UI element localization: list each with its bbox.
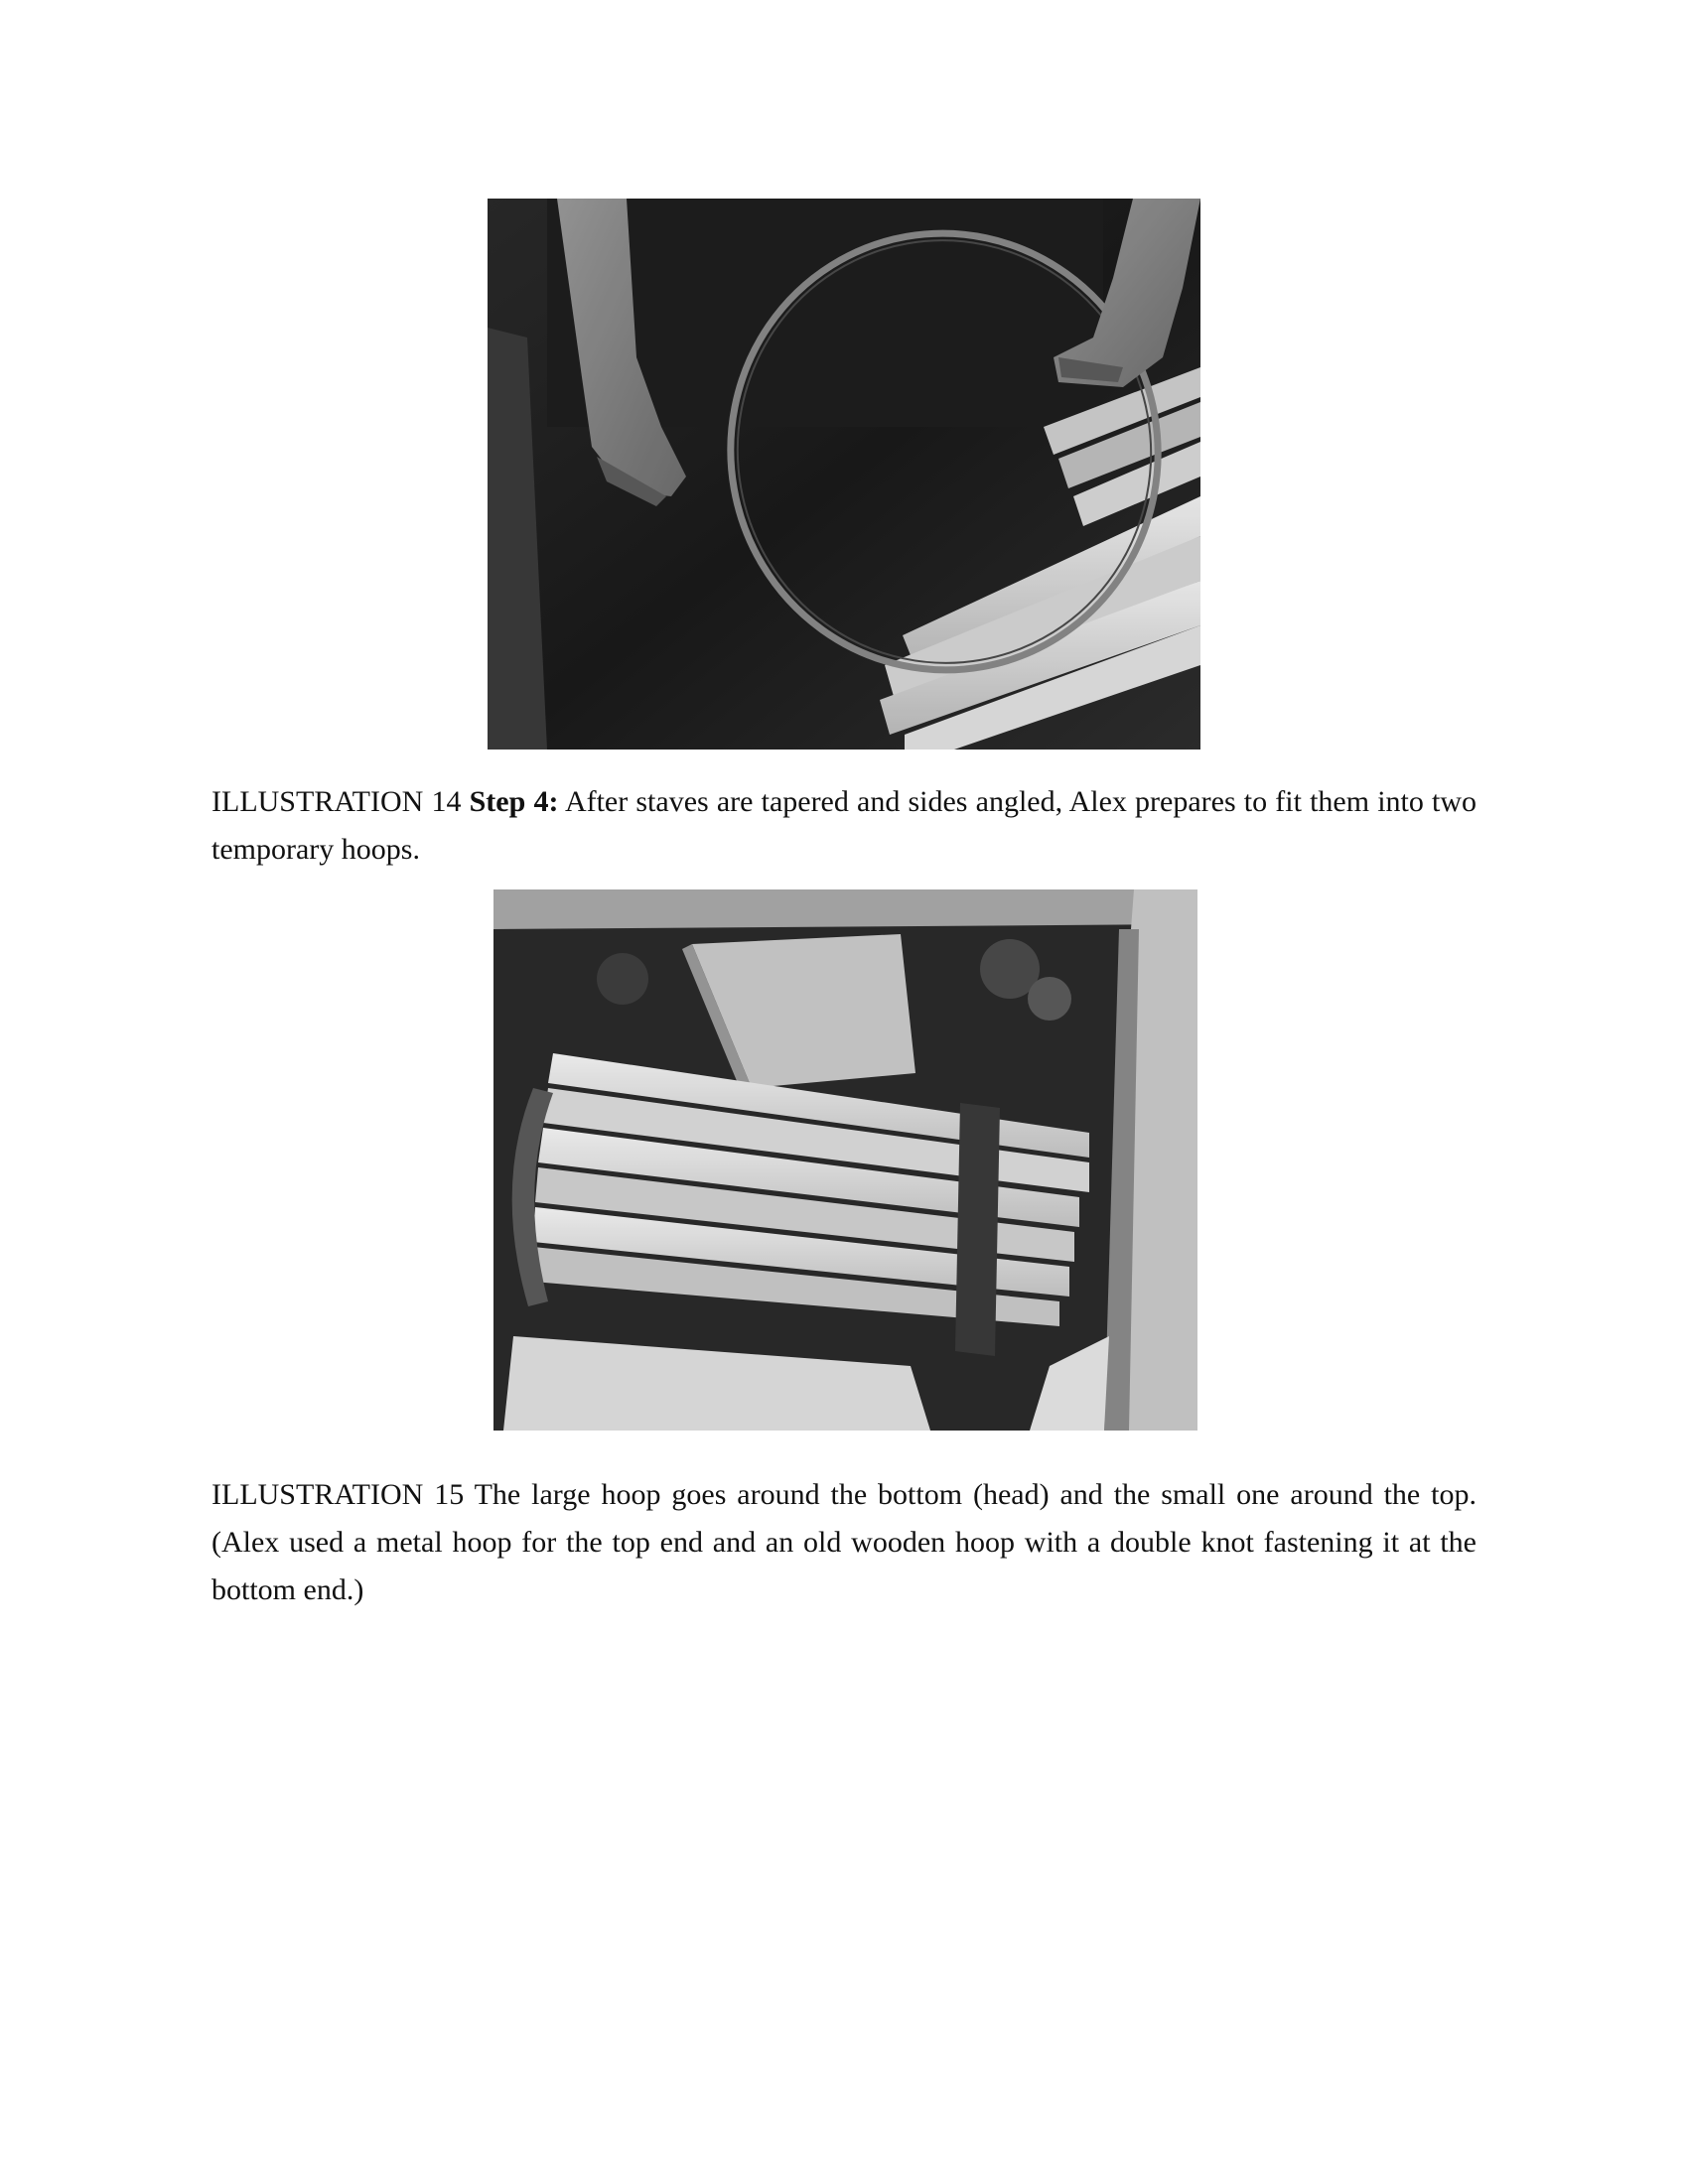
illustration-14-text: After staves are tapered and sides angled, Alex prepares to fit them into two temporary hoops. [211, 785, 1477, 866]
illustration-14-photo [488, 199, 1200, 750]
illustration-15-caption [211, 1471, 1477, 1614]
illustration-14-caption [211, 778, 1477, 874]
illustration-15-photo [493, 889, 1197, 1431]
illustration-15-text: The large hoop goes around the bottom (head) and the small one around the top. (Alex used a metal hoop for the top end and an old wooden hoop with a double knot fastening it at the bottom end.) [211, 1478, 1477, 1606]
illustration-15-label: ILLUSTRATION 15 [211, 1478, 465, 1511]
illustration-14-step: Step 4: [469, 785, 559, 818]
illustration-14-label: ILLUSTRATION 14 [211, 785, 462, 818]
